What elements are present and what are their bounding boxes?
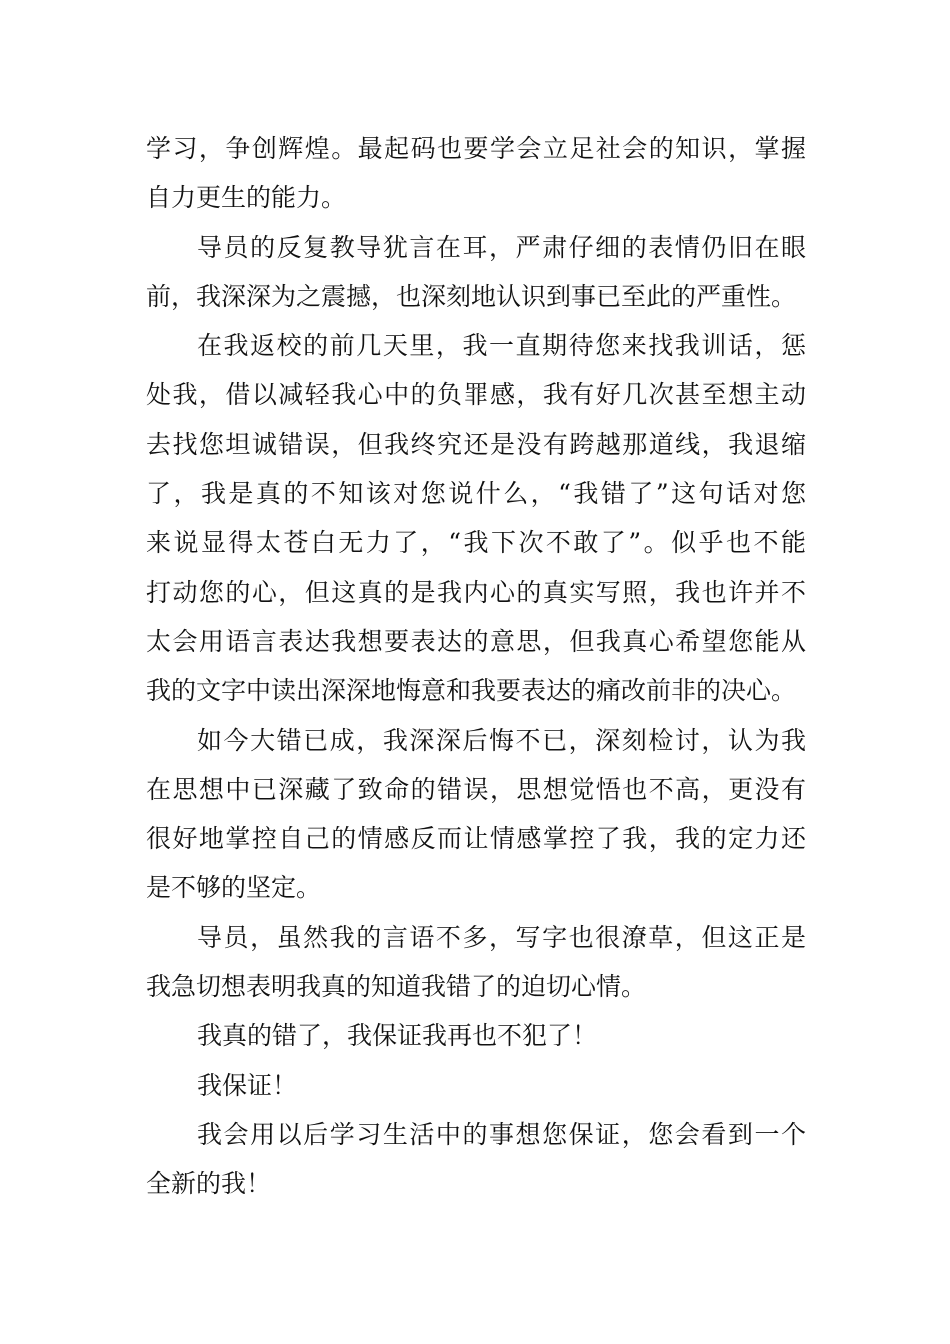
text-line: 很好地掌控自己的情感反而让情感掌控了我，我的定力还 bbox=[146, 824, 806, 854]
text-line: 我保证！ bbox=[197, 1070, 298, 1100]
text-line: 我会用以后学习生活中的事想您保证，您会看到一个 bbox=[197, 1119, 806, 1149]
text-line: 如今大错已成，我深深后悔不已，深刻检讨，认为我 bbox=[197, 725, 806, 755]
text-line: 来说显得太苍白无力了，“我下次不敢了”。似乎也不能 bbox=[146, 528, 806, 558]
text-line: 前，我深深为之震撼，也深刻地认识到事已至此的严重性。 bbox=[146, 281, 797, 311]
text-line: 全新的我！ bbox=[146, 1169, 272, 1199]
text-line: 导员的反复教导犹言在耳，严肃仔细的表情仍旧在眼 bbox=[197, 232, 806, 262]
text-line: 自力更生的能力。 bbox=[146, 183, 347, 213]
text-line: 我急切想表明我真的知道我错了的迫切心情。 bbox=[146, 972, 647, 1002]
text-line: 我真的错了，我保证我再也不犯了！ bbox=[197, 1021, 598, 1051]
text-line: 导员，虽然我的言语不多，写字也很潦草，但这正是 bbox=[197, 922, 806, 952]
text-line: 在思想中已深藏了致命的错误，思想觉悟也不高，更没有 bbox=[146, 774, 806, 804]
text-line: 去找您坦诚错误，但我终究还是没有跨越那道线，我退缩 bbox=[146, 429, 806, 459]
text-line: 学习，争创辉煌。最起码也要学会立足社会的知识，掌握 bbox=[146, 134, 806, 163]
text-line: 在我返校的前几天里，我一直期待您来找我训话，惩 bbox=[197, 331, 806, 361]
text-line: 太会用语言表达我想要表达的意思，但我真心希望您能从 bbox=[146, 626, 806, 656]
text-line: 了，我是真的不知该对您说什么，“我错了”这句话对您 bbox=[146, 479, 806, 509]
text-line: 处我，借以减轻我心中的负罪感，我有好几次甚至想主动 bbox=[146, 380, 806, 410]
text-line: 打动您的心，但这真的是我内心的真实写照，我也许并不 bbox=[146, 577, 806, 607]
text-line: 是不够的坚定。 bbox=[146, 873, 322, 903]
text-line: 我的文字中读出深深地悔意和我要表达的痛改前非的决心。 bbox=[146, 676, 797, 706]
document-body bbox=[146, 124, 806, 1209]
